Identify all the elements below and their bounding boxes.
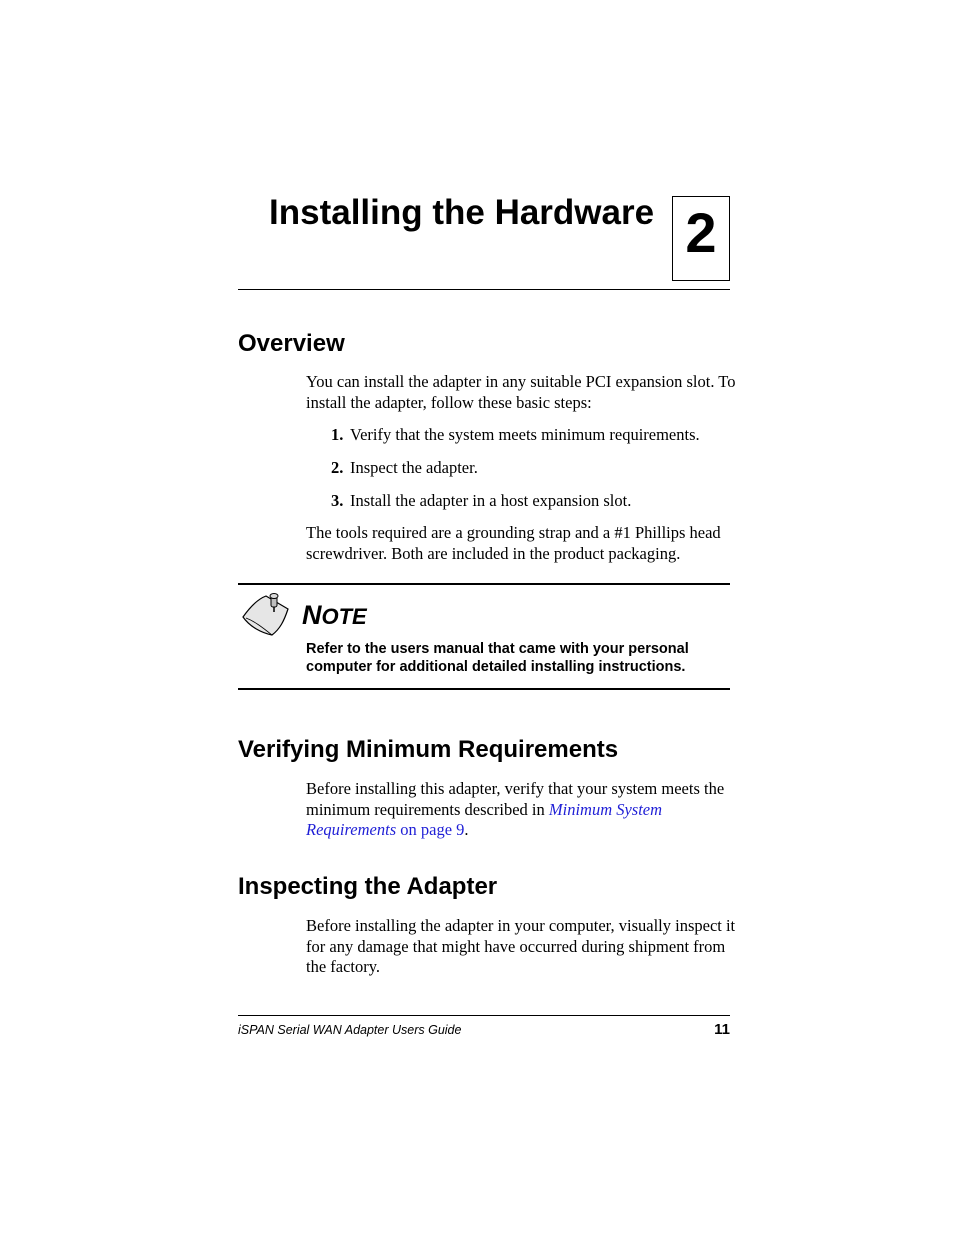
verifying-heading: Verifying Minimum Requirements (238, 736, 619, 763)
link-title: Minimum System Requirements (306, 799, 663, 839)
step-number: 1. (331, 425, 344, 444)
overview-intro: You can install the adapter in any suitable PCI expansion slot. To install the adapter, follow these basic steps: (306, 372, 736, 412)
step-text: Inspect the adapter. (350, 458, 478, 477)
overview-heading: Overview (238, 330, 345, 357)
note-heading (302, 600, 367, 631)
list-item (331, 491, 631, 511)
verifying-text: Before installing this adapter, verify that your system meets the minimum requirements described in (306, 779, 725, 819)
verifying-text-end: . (464, 820, 469, 839)
note-text: Refer to the users manual that came with your personal computer for additional detailed installing instructions. (306, 641, 689, 675)
verifying-paragraph (306, 779, 736, 841)
inspecting-heading: Inspecting the Adapter (238, 873, 498, 900)
page-number: 11 (714, 1021, 730, 1038)
note-heading-initial: N (302, 600, 322, 630)
note-top-rule (238, 583, 730, 585)
chapter-divider (238, 289, 730, 290)
inspecting-paragraph: Before installing the adapter in your computer, visually inspect it for any damage that might have occurred during shipment from the factory. (306, 916, 736, 976)
step-text: Install the adapter in a host expansion slot. (350, 491, 632, 510)
step-text: Verify that the system meets minimum requirements. (350, 425, 700, 444)
note-heading-rest: OTE (321, 604, 367, 629)
chapter-number: 2 (685, 201, 717, 264)
list-item (331, 458, 478, 478)
footer-guide-title: iSPAN Serial WAN Adapter Users Guide (238, 1023, 462, 1037)
note-bottom-rule (238, 688, 730, 690)
step-number: 3. (331, 491, 344, 510)
list-item (331, 425, 700, 445)
note-paper-icon (240, 591, 292, 637)
footer-rule (238, 1015, 730, 1016)
tools-paragraph: The tools required are a grounding strap and a #1 Phillips head screwdriver. Both are included in the product packaging. (306, 523, 721, 563)
step-number: 2. (331, 458, 344, 477)
link-page: on page 9 (396, 820, 465, 839)
chapter-title: Installing the Hardware (269, 193, 655, 232)
